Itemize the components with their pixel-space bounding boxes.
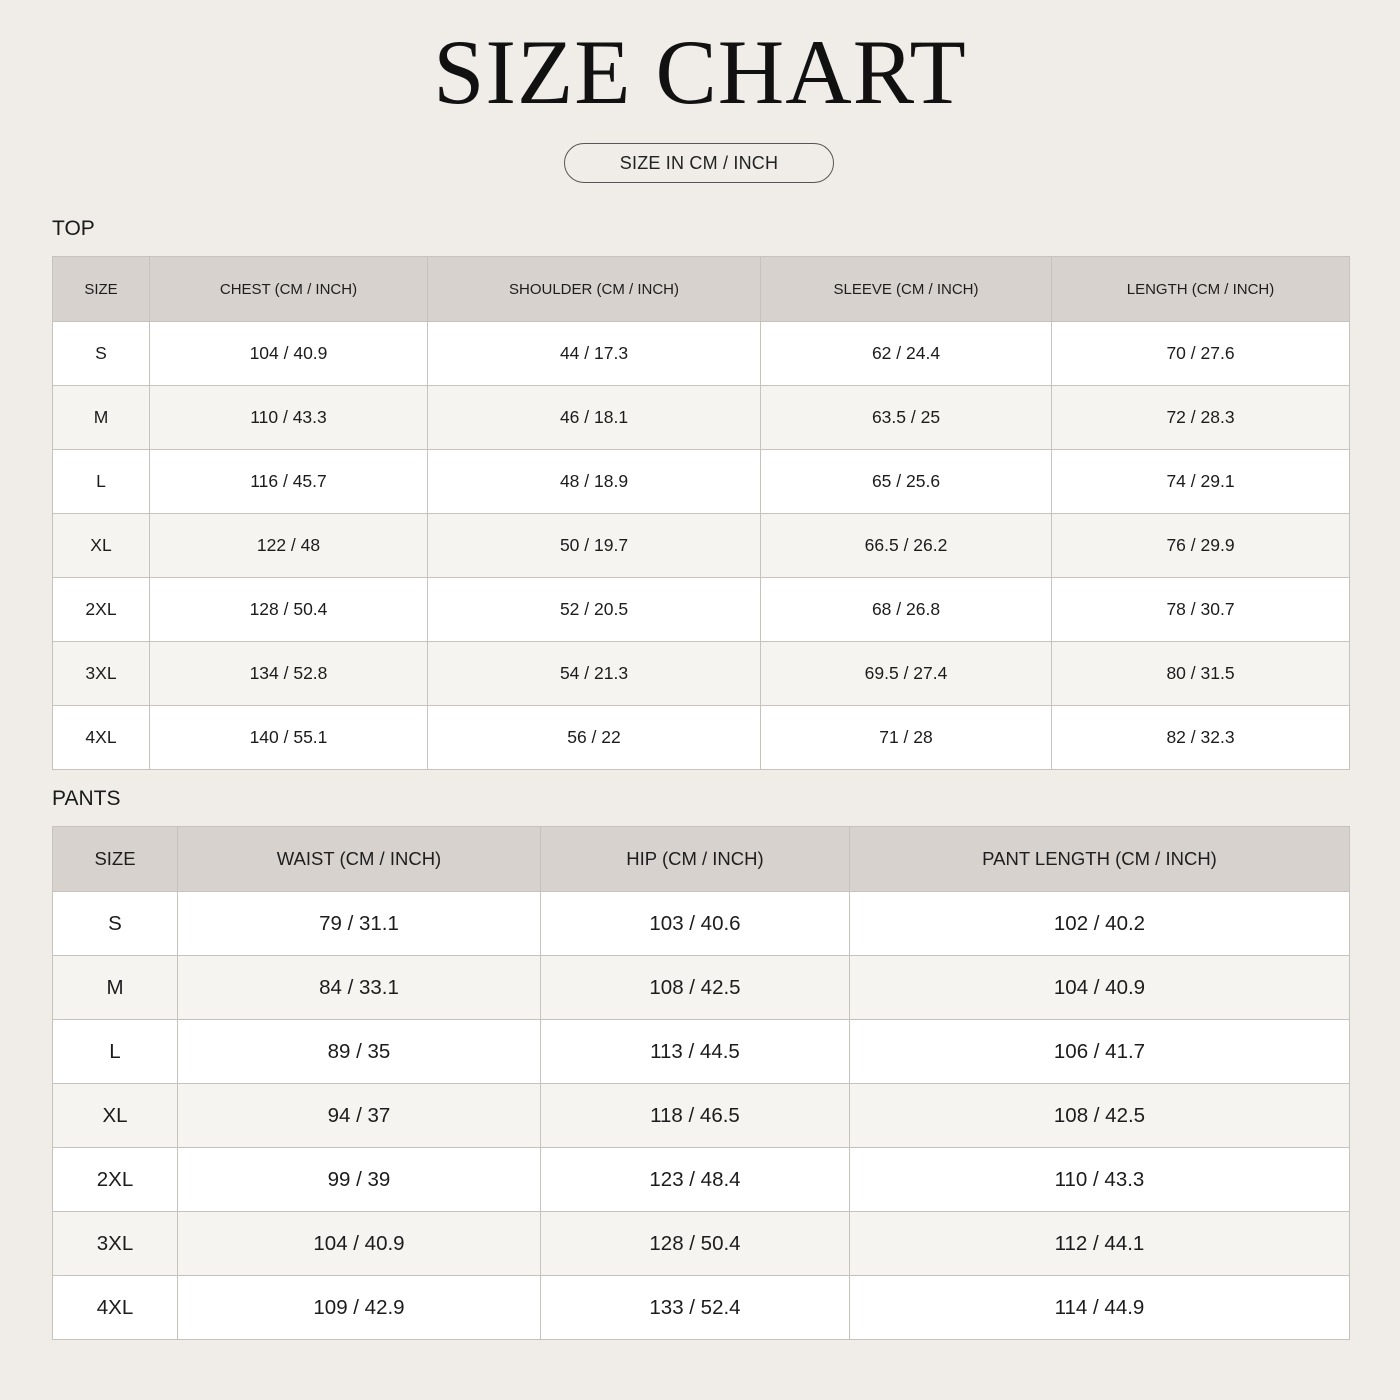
- table-row: [53, 1148, 1350, 1212]
- pants-size-table: [52, 826, 1350, 1340]
- top-header-sleeve: SLEEVE (CM / INCH): [761, 257, 1052, 322]
- top-sleeve-cell: 66.5 / 26.2: [761, 514, 1052, 578]
- pants-section-label: PANTS: [52, 787, 121, 810]
- size-cell: 3XL: [53, 642, 150, 706]
- size-cell: S: [53, 892, 178, 956]
- top-shoulder-cell: 52 / 20.5: [428, 578, 761, 642]
- pants-hip-cell: 123 / 48.4: [541, 1148, 850, 1212]
- top-sleeve-cell: 65 / 25.6: [761, 450, 1052, 514]
- top-section-label: TOP: [52, 217, 95, 240]
- top-chest-cell: 110 / 43.3: [150, 386, 428, 450]
- top-sleeve-cell: 71 / 28: [761, 706, 1052, 770]
- table-row: [53, 706, 1350, 770]
- pants-hip-cell: 103 / 40.6: [541, 892, 850, 956]
- top-table-body: [53, 322, 1350, 770]
- pants-waist-cell: 84 / 33.1: [178, 956, 541, 1020]
- top-header-row: [53, 257, 1350, 322]
- top-length-cell: 76 / 29.9: [1052, 514, 1350, 578]
- table-row: [53, 578, 1350, 642]
- top-sleeve-cell: 69.5 / 27.4: [761, 642, 1052, 706]
- pants-waist-cell: 109 / 42.9: [178, 1276, 541, 1340]
- pants-pant-length-cell: 114 / 44.9: [850, 1276, 1350, 1340]
- top-table-header: [53, 257, 1350, 322]
- size-cell: L: [53, 1020, 178, 1084]
- pants-hip-cell: 108 / 42.5: [541, 956, 850, 1020]
- top-length-cell: 78 / 30.7: [1052, 578, 1350, 642]
- pants-pant-length-cell: 110 / 43.3: [850, 1148, 1350, 1212]
- pants-header-pant-length: PANT LENGTH (CM / INCH): [850, 827, 1350, 892]
- top-chest-cell: 116 / 45.7: [150, 450, 428, 514]
- top-header-length: LENGTH (CM / INCH): [1052, 257, 1350, 322]
- pants-waist-cell: 104 / 40.9: [178, 1212, 541, 1276]
- top-header-size: SIZE: [53, 257, 150, 322]
- size-cell: 2XL: [53, 578, 150, 642]
- pants-waist-cell: 79 / 31.1: [178, 892, 541, 956]
- top-length-cell: 70 / 27.6: [1052, 322, 1350, 386]
- size-cell: M: [53, 956, 178, 1020]
- top-length-cell: 82 / 32.3: [1052, 706, 1350, 770]
- pants-header-size: SIZE: [53, 827, 178, 892]
- top-shoulder-cell: 44 / 17.3: [428, 322, 761, 386]
- table-row: [53, 514, 1350, 578]
- pants-waist-cell: 94 / 37: [178, 1084, 541, 1148]
- top-shoulder-cell: 50 / 19.7: [428, 514, 761, 578]
- top-chest-cell: 140 / 55.1: [150, 706, 428, 770]
- pants-header-row: [53, 827, 1350, 892]
- top-length-cell: 72 / 28.3: [1052, 386, 1350, 450]
- top-shoulder-cell: 48 / 18.9: [428, 450, 761, 514]
- pants-pant-length-cell: 102 / 40.2: [850, 892, 1350, 956]
- top-chest-cell: 104 / 40.9: [150, 322, 428, 386]
- table-row: [53, 642, 1350, 706]
- pants-pant-length-cell: 108 / 42.5: [850, 1084, 1350, 1148]
- top-chest-cell: 134 / 52.8: [150, 642, 428, 706]
- pants-pant-length-cell: 106 / 41.7: [850, 1020, 1350, 1084]
- top-size-table: [52, 256, 1350, 770]
- top-length-cell: 80 / 31.5: [1052, 642, 1350, 706]
- size-cell: L: [53, 450, 150, 514]
- table-row: [53, 1212, 1350, 1276]
- size-cell: XL: [53, 1084, 178, 1148]
- table-row: [53, 450, 1350, 514]
- table-row: [53, 892, 1350, 956]
- table-row: [53, 956, 1350, 1020]
- pants-header-hip: HIP (CM / INCH): [541, 827, 850, 892]
- size-cell: 2XL: [53, 1148, 178, 1212]
- pants-table-body: [53, 892, 1350, 1340]
- table-row: [53, 1084, 1350, 1148]
- size-cell: 3XL: [53, 1212, 178, 1276]
- page-title: SIZE CHART: [433, 21, 967, 123]
- table-row: [53, 386, 1350, 450]
- top-length-cell: 74 / 29.1: [1052, 450, 1350, 514]
- top-sleeve-cell: 68 / 26.8: [761, 578, 1052, 642]
- table-row: [53, 1276, 1350, 1340]
- size-cell: 4XL: [53, 706, 150, 770]
- pants-hip-cell: 113 / 44.5: [541, 1020, 850, 1084]
- top-shoulder-cell: 54 / 21.3: [428, 642, 761, 706]
- top-sleeve-cell: 63.5 / 25: [761, 386, 1052, 450]
- top-header-chest: CHEST (CM / INCH): [150, 257, 428, 322]
- size-cell: M: [53, 386, 150, 450]
- pants-hip-cell: 128 / 50.4: [541, 1212, 850, 1276]
- top-chest-cell: 128 / 50.4: [150, 578, 428, 642]
- top-chest-cell: 122 / 48: [150, 514, 428, 578]
- size-cell: S: [53, 322, 150, 386]
- unit-note-badge: SIZE IN CM / INCH: [564, 143, 834, 183]
- pants-waist-cell: 89 / 35: [178, 1020, 541, 1084]
- pants-hip-cell: 118 / 46.5: [541, 1084, 850, 1148]
- pants-header-waist: WAIST (CM / INCH): [178, 827, 541, 892]
- pants-table-header: [53, 827, 1350, 892]
- pants-waist-cell: 99 / 39: [178, 1148, 541, 1212]
- pants-pant-length-cell: 112 / 44.1: [850, 1212, 1350, 1276]
- pants-pant-length-cell: 104 / 40.9: [850, 956, 1350, 1020]
- top-shoulder-cell: 46 / 18.1: [428, 386, 761, 450]
- table-row: [53, 322, 1350, 386]
- top-shoulder-cell: 56 / 22: [428, 706, 761, 770]
- pants-hip-cell: 133 / 52.4: [541, 1276, 850, 1340]
- size-cell: 4XL: [53, 1276, 178, 1340]
- table-row: [53, 1020, 1350, 1084]
- top-header-shoulder: SHOULDER (CM / INCH): [428, 257, 761, 322]
- size-cell: XL: [53, 514, 150, 578]
- top-sleeve-cell: 62 / 24.4: [761, 322, 1052, 386]
